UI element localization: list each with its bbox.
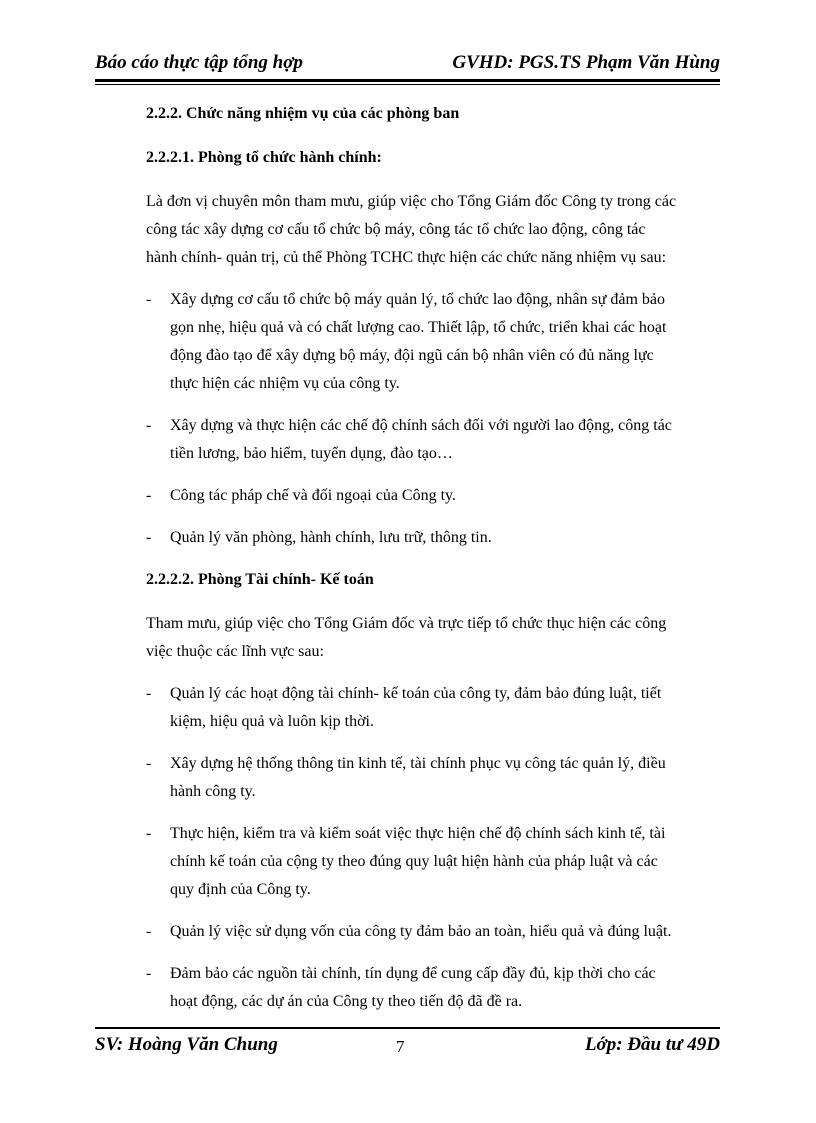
text-line: Đảm bảo các nguồn tài chính, tín dụng để cung cấp đầy đủ, kịp thời cho các bbox=[170, 965, 656, 982]
list-item bbox=[146, 680, 720, 736]
text-line: thực hiện các nhiệm vụ của công ty. bbox=[170, 375, 400, 392]
paragraph-finance-intro bbox=[146, 610, 720, 666]
header-report-title: Báo cáo thực tập tổng hợp bbox=[95, 52, 303, 73]
bullet-dash: - bbox=[146, 965, 152, 982]
text-line: Quản lý việc sử dụng vốn của công ty đảm bảo an toàn, hiểu quả và đúng luật. bbox=[170, 923, 672, 940]
footer-class: Lớp: Đầu tư 49D bbox=[584, 1034, 720, 1055]
text-line: tiền lương, bảo hiểm, tuyển dụng, đào tạo… bbox=[170, 445, 453, 462]
text-line: Là đơn vị chuyên môn tham mưu, giúp việc cho Tổng Giám đốc Công ty trong các bbox=[146, 193, 677, 210]
list-item bbox=[146, 286, 720, 398]
text-line: Xây dựng cơ cấu tổ chức bộ máy quản lý, tổ chức lao động, nhân sự đảm bảo bbox=[170, 291, 666, 308]
list-item bbox=[146, 820, 720, 904]
text-line: công tác xây dựng cơ cấu tổ chức bộ máy, công tác tổ chức lao động, công tác bbox=[146, 221, 646, 238]
paragraph-hr-intro bbox=[146, 188, 720, 272]
text-line: chính kế toán của cộng ty theo đúng quy luật hiện hành của pháp luật và các bbox=[170, 853, 658, 870]
bullet-dash: - bbox=[146, 685, 152, 702]
text-line: hoạt động, các dự án của Công ty theo tiến độ đã đề ra. bbox=[170, 993, 523, 1010]
list-item bbox=[146, 524, 720, 552]
footer-student-name: SV: Hoàng Văn Chung bbox=[95, 1034, 278, 1055]
text-line: Tham mưu, giúp việc cho Tổng Giám đốc và trực tiếp tổ chức thục hiện các công bbox=[146, 615, 667, 632]
text-line: Công tác pháp chế và đối ngoại của Công ty. bbox=[170, 487, 456, 504]
bullet-dash: - bbox=[146, 755, 152, 772]
text-line: kiệm, hiệu quả và luôn kịp thời. bbox=[170, 713, 374, 730]
header-supervisor: GVHD: PGS.TS Phạm Văn Hùng bbox=[452, 52, 720, 73]
text-line: Quản lý văn phòng, hành chính, lưu trữ, thông tin. bbox=[170, 529, 492, 546]
page-header bbox=[95, 48, 720, 78]
text-line: hành công ty. bbox=[170, 783, 256, 800]
list-item bbox=[146, 750, 720, 806]
header-rule-thin bbox=[95, 84, 720, 85]
text-line: hành chính- quản trị, củ thể Phòng TCHC thực hiện các chức năng nhiệm vụ sau: bbox=[146, 249, 667, 266]
subsection-title-finance: 2.2.2.2. Phòng Tài chính- Kế toán bbox=[146, 571, 374, 588]
text-line: Quản lý các hoạt động tài chính- kế toán của công ty, đảm bảo đúng luật, tiết bbox=[170, 685, 662, 702]
subsection-title-hr: 2.2.2.1. Phòng tổ chức hành chính: bbox=[146, 149, 382, 166]
page-number: 7 bbox=[396, 1037, 405, 1056]
list-item bbox=[146, 412, 720, 468]
text-line: gọn nhẹ, hiệu quả và có chất lượng cao. Thiết lập, tổ chức, triển khai các hoạt bbox=[170, 319, 667, 336]
bullet-dash: - bbox=[146, 825, 152, 842]
bullet-dash: - bbox=[146, 529, 152, 546]
list-item bbox=[146, 918, 720, 946]
footer-rule bbox=[95, 1027, 720, 1029]
bullet-dash: - bbox=[146, 923, 152, 940]
section-title: 2.2.2. Chức năng nhiệm vụ của các phòng ban bbox=[146, 105, 460, 122]
bullet-dash: - bbox=[146, 417, 152, 434]
text-line: Xây dựng và thực hiện các chế độ chính sách đối với người lao động, công tác bbox=[170, 417, 672, 434]
bullet-dash: - bbox=[146, 291, 152, 308]
list-item bbox=[146, 482, 720, 510]
text-line: việc thuộc các lĩnh vực sau: bbox=[146, 643, 324, 660]
text-line: quy định của Công ty. bbox=[170, 881, 311, 898]
page-footer bbox=[95, 1034, 720, 1062]
page-body bbox=[146, 100, 720, 1016]
text-line: Thực hiện, kiểm tra và kiểm soát việc thực hiện chế độ chính sách kinh tế, tài bbox=[170, 825, 666, 842]
list-item bbox=[146, 960, 720, 1016]
header-rule-thick bbox=[95, 79, 720, 82]
text-line: động đào tạo để xây dựng bộ máy, đội ngũ cán bộ nhân viên có đủ năng lực bbox=[170, 347, 654, 364]
bullet-dash: - bbox=[146, 487, 152, 504]
text-line: Xây dựng hệ thống thông tin kinh tế, tài chính phục vụ công tác quản lý, điều bbox=[170, 755, 666, 772]
